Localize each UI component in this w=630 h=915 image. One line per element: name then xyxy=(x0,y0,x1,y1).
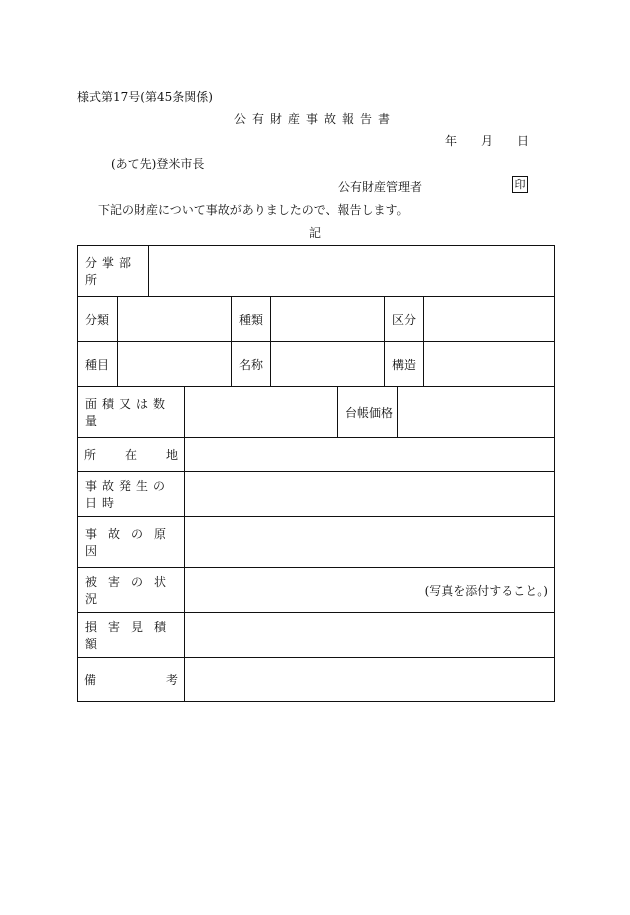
table-row-accident-datetime xyxy=(78,472,554,517)
table-row-area xyxy=(78,387,554,438)
name-label: 名称 xyxy=(231,342,270,386)
accident-datetime-value[interactable] xyxy=(184,472,554,516)
damage-note: (写真を添付すること。) xyxy=(424,583,548,598)
division-label: 区分 xyxy=(384,297,423,341)
addressee: (あて先)登米市長 xyxy=(111,157,205,171)
table-row-item xyxy=(78,342,554,387)
department-value[interactable] xyxy=(148,246,554,296)
table-row-accident-cause xyxy=(78,517,554,568)
date-day: 日 xyxy=(517,134,530,148)
form-number: 様式第17号(第45条関係) xyxy=(77,90,213,104)
area-quantity-label: 面積又は数量 xyxy=(85,397,171,428)
item-value[interactable] xyxy=(117,342,231,386)
ki-label: 記 xyxy=(308,226,321,240)
structure-value[interactable] xyxy=(423,342,554,386)
damage-status-label: 被害の状況 xyxy=(85,575,178,606)
department-label: 分掌部所 xyxy=(85,256,137,287)
remarks-value[interactable] xyxy=(184,658,554,701)
area-quantity-value[interactable] xyxy=(184,387,337,437)
classification-value[interactable] xyxy=(117,297,231,341)
item-label: 種目 xyxy=(85,357,110,372)
notice-text: 下記の財産について事故がありましたので、報告します。 xyxy=(98,203,409,217)
date-year: 年 xyxy=(445,134,458,148)
manager-label: 公有財産管理者 xyxy=(338,180,423,194)
kind-label: 種類 xyxy=(231,297,270,341)
accident-cause-label: 事故の原因 xyxy=(85,527,178,558)
table-row-damage-status xyxy=(78,568,554,613)
location-value[interactable] xyxy=(184,438,554,471)
location-char-2: 在 xyxy=(124,448,137,462)
remarks-label xyxy=(78,658,184,701)
table-row-department xyxy=(78,246,554,297)
ledger-price-value[interactable] xyxy=(397,387,554,437)
table-row-estimated-damage xyxy=(78,613,554,658)
division-value[interactable] xyxy=(423,297,554,341)
remarks-char-2: 考 xyxy=(165,673,178,687)
table-row-classification xyxy=(78,297,554,342)
location-char-3: 地 xyxy=(165,448,178,462)
seal-box: 印 xyxy=(512,176,528,193)
remarks-char-1: 備 xyxy=(84,673,97,687)
classification-label: 分類 xyxy=(85,312,110,327)
damage-status-value[interactable] xyxy=(184,568,554,612)
date-month: 月 xyxy=(481,134,494,148)
kind-value[interactable] xyxy=(270,297,384,341)
location-char-1: 所 xyxy=(84,448,97,462)
accident-cause-value[interactable] xyxy=(184,517,554,567)
table-row-remarks xyxy=(78,658,554,701)
name-value[interactable] xyxy=(270,342,384,386)
structure-label: 構造 xyxy=(384,342,423,386)
table-row-location xyxy=(78,438,554,472)
estimated-damage-label: 損害見積額 xyxy=(85,620,178,651)
ledger-price-label: 台帳価格 xyxy=(337,387,397,437)
report-table xyxy=(77,245,555,702)
date-line xyxy=(445,132,529,149)
accident-datetime-label: 事故発生の日時 xyxy=(85,479,171,510)
location-label xyxy=(78,438,184,471)
document-title: 公有財産事故報告書 xyxy=(233,112,396,126)
estimated-damage-value[interactable] xyxy=(184,613,554,657)
